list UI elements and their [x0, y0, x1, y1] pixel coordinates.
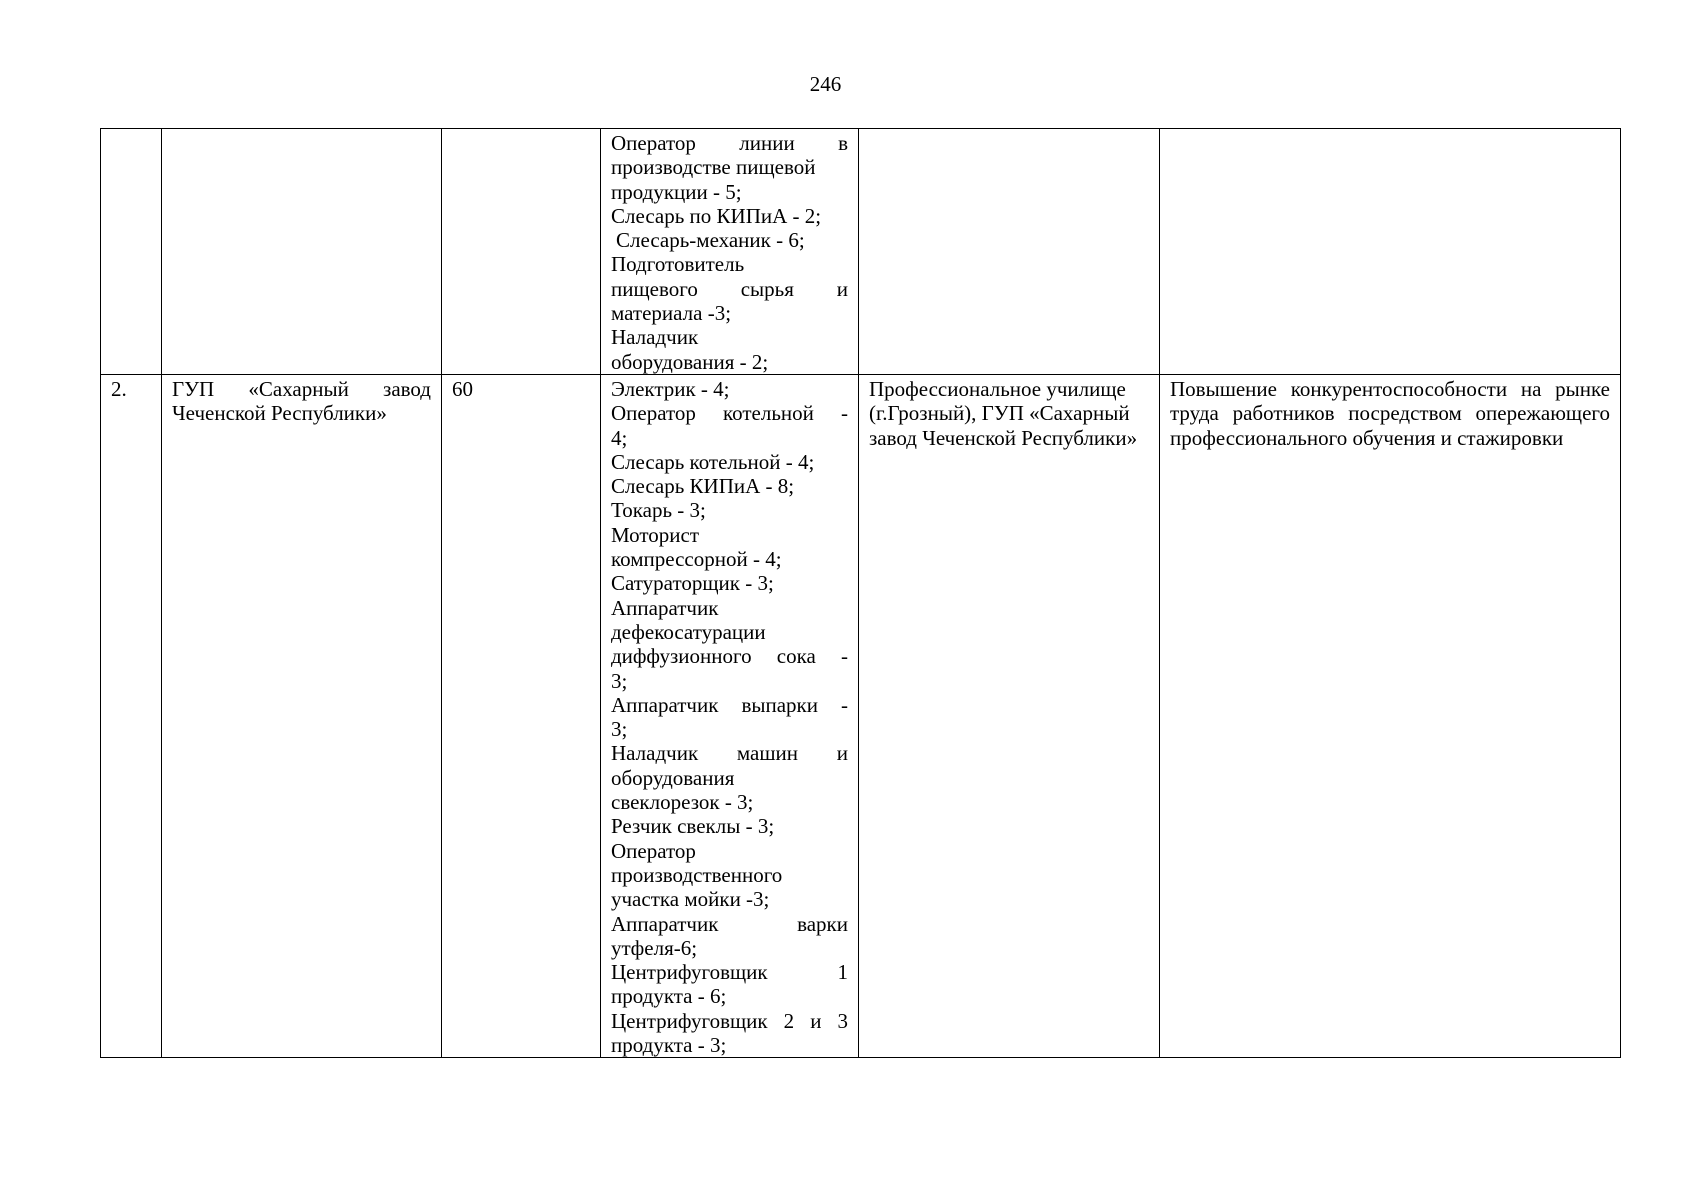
- profession-line: диффузионного сока -: [611, 644, 848, 669]
- profession-line: Подготовитель: [611, 252, 745, 277]
- profession-line: 3;: [611, 668, 628, 693]
- cell-professions: [601, 374, 859, 1057]
- profession-line: материала -3;: [611, 301, 732, 326]
- profession-line: дефекосатурации: [611, 619, 766, 644]
- profession-line: Наладчик машин и: [611, 741, 848, 766]
- profession-line: Аппаратчик выпарки -: [611, 692, 848, 717]
- profession-line: Слесарь по КИПиА - 2;: [611, 203, 822, 228]
- profession-line: продукции - 5;: [611, 179, 742, 204]
- page-number: 246: [809, 72, 842, 96]
- cell-organization: [162, 129, 442, 375]
- cell-purpose: Повышение конкурентоспособности на рынке труда работников посредством опережающего профессионального обучения и стажировки: [1160, 374, 1621, 1057]
- profession-line: производстве пищевой: [611, 155, 816, 180]
- profession-line: Электрик - 4;: [611, 376, 730, 401]
- cell-quantity: [442, 129, 601, 375]
- cell-number: 2.: [101, 374, 162, 1057]
- profession-line: Слесарь КИПиА - 8;: [611, 474, 795, 499]
- profession-line: Центрифуговщик 1: [611, 960, 848, 985]
- profession-line: Сатураторщик - 3;: [611, 571, 774, 596]
- cell-training-place: Профессиональное училище (г.Грозный), ГУП «Сахарный завод Чеченской Республики»: [859, 374, 1160, 1057]
- profession-line: Аппаратчик варки: [611, 911, 848, 936]
- profession-line: продукта - 3;: [611, 1032, 727, 1057]
- profession-line: Наладчик: [611, 325, 699, 350]
- profession-line: Оператор: [611, 838, 696, 863]
- profession-line: Слесарь-механик - 6;: [616, 228, 805, 253]
- profession-line: Токарь - 3;: [611, 498, 706, 523]
- profession-line: Аппаратчик: [611, 595, 719, 620]
- profession-line: свеклорезок - 3;: [611, 790, 754, 815]
- profession-line: компрессорной - 4;: [611, 547, 782, 572]
- profession-line: оборудования: [611, 765, 735, 790]
- profession-line: оборудования - 2;: [611, 349, 769, 374]
- profession-line: Слесарь котельной - 4;: [611, 449, 815, 474]
- profession-line: производственного: [611, 862, 783, 887]
- profession-line: пищевого сырья и: [611, 276, 848, 301]
- profession-line: Моторист: [611, 522, 700, 547]
- cell-quantity: 60: [442, 374, 601, 1057]
- profession-line: Резчик свеклы - 3;: [611, 814, 775, 839]
- profession-line: 4;: [611, 425, 628, 450]
- profession-line: Оператор котельной -: [611, 401, 848, 426]
- profession-line: Центрифуговщик 2 и 3: [611, 1008, 848, 1033]
- cell-purpose: [1160, 129, 1621, 375]
- cell-professions: [601, 129, 859, 375]
- table-row-continued: [101, 129, 1621, 375]
- profession-line: участка мойки -3;: [611, 887, 770, 912]
- cell-organization: ГУП «Сахарный завод Чеченской Республики»: [162, 374, 442, 1057]
- profession-line: Оператор линии в: [611, 131, 848, 155]
- document-table: [100, 128, 1621, 1058]
- profession-line: 3;: [611, 717, 628, 742]
- profession-line: продукта - 6;: [611, 984, 727, 1009]
- profession-line: утфеля-6;: [611, 935, 698, 960]
- cell-training-place: [859, 129, 1160, 375]
- table-row-2: [101, 374, 1621, 1057]
- cell-number: [101, 129, 162, 375]
